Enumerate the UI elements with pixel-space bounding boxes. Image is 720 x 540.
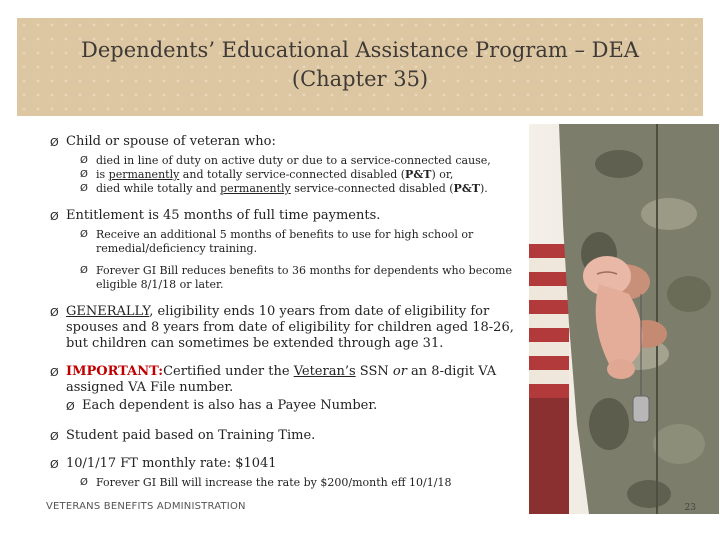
title-line-1: Dependents’ Educational Assistance Program – DEA (81, 38, 639, 62)
arrow-bullet-icon: Ø (50, 306, 59, 319)
bold-text: P&T (453, 182, 480, 195)
bullet-text: Entitlement is 45 months of full time payments. (66, 208, 381, 223)
arrow-bullet-icon: Ø (50, 430, 59, 443)
text-segment: died while totally and (96, 182, 221, 195)
text-segment: is (96, 168, 109, 181)
footer-organization: VETERANS BENEFITS ADMINISTRATION (46, 501, 246, 512)
sub-bullet-text: Receive an additional 5 months of benefits to use for high school or remedial/deficiency training. (96, 228, 474, 255)
arrow-bullet-icon: Ø (50, 458, 59, 471)
arrow-bullet-icon: Ø (66, 400, 75, 413)
title-line-2: (Chapter 35) (291, 67, 429, 91)
sub-bullet-text: Forever GI Bill will increase the rate by $200/month eff 10/1/18 (96, 476, 452, 489)
important-label: IMPORTANT: (66, 364, 164, 379)
flag-stripes (529, 244, 569, 514)
text-segment: an 8-digit VA assigned VA File number. (66, 364, 497, 395)
sub-bullet-text: died in line of duty on active duty or due to a service-connected cause, (96, 154, 491, 167)
arrow-bullet-icon: Ø (80, 477, 88, 488)
arrow-bullet-icon: Ø (50, 136, 59, 149)
sub-bullet-died-while-disabled (80, 182, 530, 196)
sub-bullet-died-on-duty (80, 154, 530, 168)
sub-bullet-forever-gi-bill-reduction (80, 264, 530, 292)
text-segment: and totally service-connected disabled ( (179, 168, 406, 181)
slide-body (50, 126, 530, 490)
arrow-bullet-icon: Ø (80, 265, 88, 276)
text-segment: Certified under the (163, 364, 294, 379)
photo-illustration (529, 124, 719, 514)
page-number: 23 (684, 503, 696, 513)
arrow-bullet-icon: Ø (50, 366, 59, 379)
bullet-text: Student paid based on Training Time. (66, 428, 316, 443)
bullet-text: , eligibility ends 10 years from date of eligibility for spouses and 8 years from date of eligibility for children aged 18-26, but children can sometimes be extended through age 31. (66, 304, 514, 351)
bullet-entitlement (50, 208, 530, 224)
sub-bullet-additional-months (80, 228, 530, 256)
underlined-text: Veteran’s (293, 364, 356, 379)
bullet-training-time (50, 428, 530, 444)
arrow-bullet-icon: Ø (80, 155, 88, 166)
bullet-important (50, 364, 530, 396)
bullet-text: 10/1/17 FT monthly rate: $1041 (66, 456, 277, 471)
sub-bullet-rate-increase (80, 476, 530, 490)
arrow-bullet-icon: Ø (80, 229, 88, 240)
title-banner (17, 18, 703, 116)
sub-bullet-disabled (80, 168, 530, 182)
underlined-text: permanently (108, 168, 180, 181)
bullet-eligibility-period (50, 304, 530, 352)
text-segment: service-connected disabled ( (290, 182, 454, 195)
sub-bullet-text: Forever GI Bill reduces benefits to 36 months for dependents who become eligible 8/1/18 or later. (96, 264, 512, 291)
sub-bullet-payee-number (66, 398, 530, 414)
underlined-text: permanently (220, 182, 291, 195)
soldier-holding-baby-photo (529, 124, 719, 514)
arrow-bullet-icon: Ø (80, 169, 88, 180)
slide-title (17, 36, 703, 94)
arrow-bullet-icon: Ø (80, 183, 88, 194)
text-segment: SSN (355, 364, 393, 379)
arrow-bullet-icon: Ø (50, 210, 59, 223)
bullet-monthly-rate (50, 456, 530, 472)
text-segment: ) or, (431, 168, 454, 181)
bullet-eligibility (50, 134, 530, 150)
bullet-text: Child or spouse of veteran who: (66, 134, 276, 149)
italic-text: or (392, 364, 407, 379)
underlined-text: GENERALLY (66, 304, 150, 319)
bold-text: P&T (405, 168, 432, 181)
sub-bullet-text: Each dependent is also has a Payee Number. (82, 398, 378, 413)
text-segment: ). (479, 182, 488, 195)
